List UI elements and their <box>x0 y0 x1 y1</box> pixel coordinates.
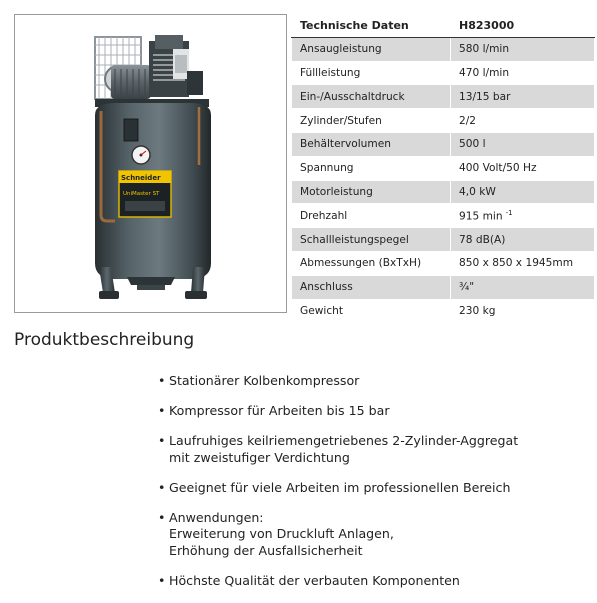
bullet-icon: • <box>158 433 166 448</box>
spec-label: Ansaugleistung <box>292 37 451 61</box>
spec-row <box>292 85 595 109</box>
spec-value: 470 l/min <box>451 61 595 85</box>
spec-label: Drehzahl <box>292 204 451 228</box>
svg-text:Schneider: Schneider <box>121 174 161 182</box>
bullet-icon: • <box>158 572 166 588</box>
spec-table <box>291 13 595 323</box>
section-title: Produktbeschreibung <box>14 330 195 350</box>
spec-label: Gewicht <box>292 299 451 323</box>
spec-value-superscript: -1 <box>505 209 513 217</box>
bullet-icon: • <box>158 403 166 418</box>
spec-row <box>292 37 595 61</box>
feature-text: Kompressor für Arbeiten bis 15 bar <box>169 403 390 418</box>
spec-value: 230 kg <box>451 299 595 323</box>
feature-item <box>158 480 588 497</box>
bullet-icon: • <box>158 479 166 495</box>
feature-item <box>158 403 588 420</box>
spec-value: 850 x 850 x 1945mm <box>451 251 595 275</box>
feature-text: Erhöhung der Ausfallsicherheit <box>169 542 363 558</box>
spec-row <box>292 251 595 275</box>
feature-text: Stationärer Kolbenkompressor <box>169 373 360 388</box>
spec-value: 400 Volt/50 Hz <box>451 156 595 180</box>
product-image <box>14 14 287 313</box>
feature-text: Anwendungen: <box>169 509 264 525</box>
feature-text: Erweiterung von Druckluft Anlagen, <box>169 526 394 541</box>
feature-item <box>158 433 588 466</box>
compressor-illustration <box>15 15 286 312</box>
feature-text: Geeignet für viele Arbeiten im professionellen Bereich <box>169 479 511 495</box>
spec-row <box>292 109 595 133</box>
spec-row <box>292 275 595 299</box>
spec-value: 2/2 <box>451 109 595 133</box>
air-tank <box>95 103 211 279</box>
spec-row <box>292 299 595 323</box>
feature-text: Laufruhiges keilriemengetriebenes 2-Zylinder-Aggregat <box>169 433 519 448</box>
spec-table-header <box>292 14 595 38</box>
spec-header-label: Technische Daten <box>292 14 451 38</box>
spec-row <box>292 180 595 204</box>
feature-item <box>158 510 588 560</box>
spec-label: Abmessungen (BxTxH) <box>292 251 451 275</box>
spec-value: 580 l/min <box>451 37 595 61</box>
spec-label: Zylinder/Stufen <box>292 109 451 133</box>
feature-text: Höchste Qualität der verbauten Komponenten <box>169 572 460 588</box>
feature-item <box>158 373 588 390</box>
compressor-block <box>149 35 203 97</box>
spec-row <box>292 61 595 85</box>
bullet-icon: • <box>158 509 166 525</box>
spec-label: Motorleistung <box>292 180 451 204</box>
spec-value: 78 dB(A) <box>451 228 595 252</box>
spec-row <box>292 228 595 252</box>
bullet-icon: • <box>158 373 166 388</box>
feature-list <box>158 373 588 603</box>
spec-label: Ein-/Ausschaltdruck <box>292 85 451 109</box>
spec-header-model: H823000 <box>451 14 595 38</box>
spec-label: Behältervolumen <box>292 132 451 156</box>
spec-row <box>292 156 595 180</box>
spec-label: Füllleistung <box>292 61 451 85</box>
spec-value <box>451 204 595 228</box>
feature-text: mit zweistufiger Verdichtung <box>169 449 350 465</box>
svg-text:UniMaster ST: UniMaster ST <box>123 191 160 197</box>
spec-value: 500 l <box>451 132 595 156</box>
spec-row <box>292 204 595 228</box>
spec-label: Schallleistungspegel <box>292 228 451 252</box>
spec-label: Anschluss <box>292 275 451 299</box>
spec-row <box>292 132 595 156</box>
spec-value: ¾" <box>451 275 595 299</box>
spec-value: 13/15 bar <box>451 85 595 109</box>
electric-motor <box>111 65 151 99</box>
spec-value-text: 915 min <box>459 210 503 223</box>
feature-item <box>158 573 588 590</box>
spec-value: 4,0 kW <box>451 180 595 204</box>
spec-label: Spannung <box>292 156 451 180</box>
